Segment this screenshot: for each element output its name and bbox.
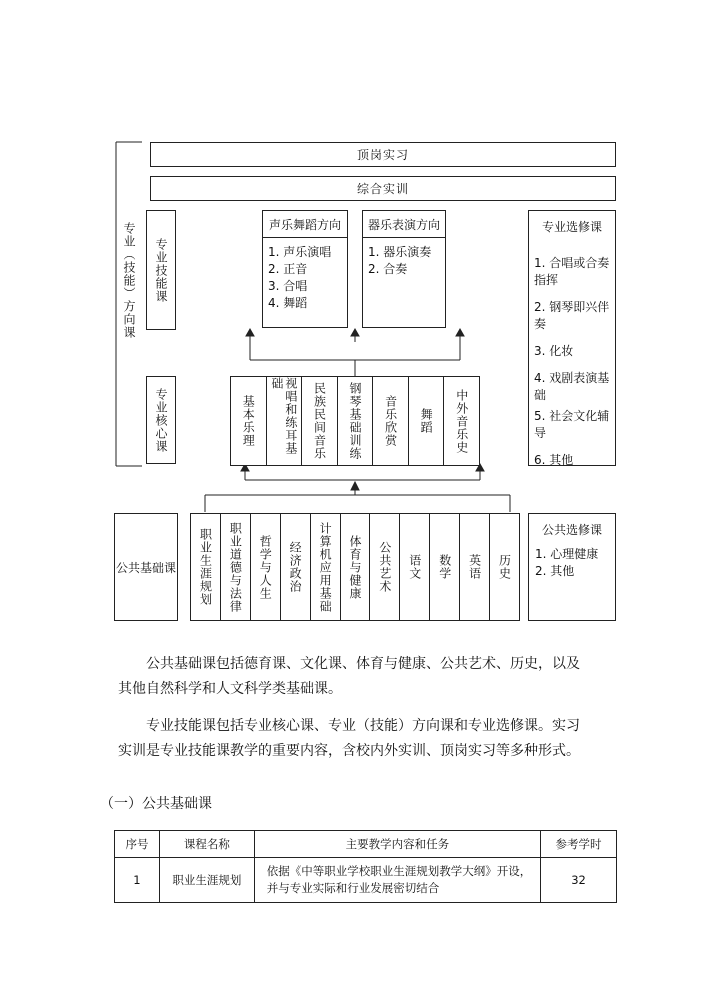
list-item: 1. 心理健康	[535, 547, 599, 561]
list-item: 2. 钢琴即兴伴奏	[534, 300, 610, 331]
core-course-cell: 钢琴基础训练	[348, 382, 363, 460]
header-content: 主要教学内容和任务	[254, 831, 540, 858]
vocal-dance-title: 声乐舞蹈方向	[263, 211, 347, 238]
list-item: 1. 合唱或合奏指挥	[534, 256, 610, 287]
instrumental-list	[363, 238, 445, 278]
major-electives-box	[528, 210, 616, 466]
public-course-cell: 体育与健康	[347, 534, 362, 600]
public-course-cell: 职业生涯规划	[198, 528, 213, 606]
course-table	[114, 830, 617, 903]
public-course-cell: 职业道德与法律	[228, 521, 243, 613]
public-course-cell: 公共艺术	[377, 541, 392, 593]
public-courses-row	[190, 513, 520, 621]
comprehensive-training-bar	[150, 176, 616, 201]
core-course-cell: 民族民间音乐	[312, 382, 327, 460]
core-course-cell: 中外音乐史	[454, 388, 469, 454]
list-item: 6. 其他	[534, 453, 574, 467]
core-course-label-box	[146, 376, 176, 464]
public-course-cell: 数学	[437, 554, 452, 580]
paragraph-public-basic: 公共基础课包括德育课、文化课、体育与健康、公共艺术、历史，以及其他自然科学和人文科学类基础课。	[118, 656, 580, 697]
instrumental-direction-box	[362, 210, 446, 328]
core-course-cell: 舞蹈	[419, 408, 434, 434]
public-course-cell: 经济政治	[288, 541, 303, 593]
header-hours: 参考学时	[541, 831, 617, 858]
core-course-label: 专业核心课	[154, 387, 168, 453]
list-item: 2. 其他	[535, 564, 575, 578]
core-courses-row	[230, 376, 480, 466]
public-electives-title: 公共选修课	[541, 522, 602, 537]
public-basic-label: 公共基础课	[115, 560, 176, 575]
table-header-row	[115, 831, 617, 858]
major-electives-list	[529, 241, 615, 469]
list-item: 5. 社会文化辅导	[534, 409, 610, 440]
cell-hours: 32	[541, 858, 617, 903]
major-direction-group-label: 专业（技能）方向课	[122, 222, 136, 339]
comprehensive-training-label: 综合实训	[356, 182, 409, 196]
public-electives-box	[528, 513, 616, 621]
skill-course-label: 专业技能课	[154, 237, 168, 303]
vocal-dance-list	[263, 238, 347, 312]
list-item: 1. 器乐演奏	[368, 245, 432, 259]
instrumental-title: 器乐表演方向	[363, 211, 445, 238]
section-heading: （一）公共基础课	[100, 796, 212, 812]
public-course-cell: 计算机应用基础	[318, 521, 333, 613]
skill-course-label-box	[146, 210, 176, 330]
header-no: 序号	[115, 831, 160, 858]
list-item: 2. 正音	[268, 262, 308, 276]
internship-label: 顶岗实习	[356, 148, 409, 162]
cell-course-name: 职业生涯规划	[159, 858, 254, 903]
public-electives-list	[529, 544, 615, 580]
public-course-cell: 语文	[407, 554, 422, 580]
public-course-cell: 哲学与人生	[258, 534, 273, 600]
core-course-cell: 基本乐理	[241, 395, 256, 447]
public-course-cell: 历史	[497, 554, 512, 580]
public-course-cell: 英语	[467, 554, 482, 580]
table-row	[115, 858, 617, 903]
list-item: 4. 戏剧表演基础	[534, 371, 610, 402]
vocal-dance-direction-box	[262, 210, 348, 328]
paragraph-skill-courses: 专业技能课包括专业核心课、专业（技能）方向课和专业选修课。实习实训是专业技能课教学的重要内容，含校内外实训、顶岗实习等多种形式。	[118, 718, 580, 759]
cell-content: 依据《中等职业学校职业生涯规划教学大纲》开设，并与专业实际和行业发展密切结合	[254, 858, 540, 903]
major-electives-title: 专业选修课	[541, 219, 602, 234]
list-item: 2. 合奏	[368, 262, 408, 276]
header-course-name: 课程名称	[159, 831, 254, 858]
cell-no: 1	[115, 858, 160, 903]
core-course-cell: 音乐欣赏	[383, 395, 398, 447]
list-item: 1. 声乐演唱	[268, 245, 332, 259]
internship-bar	[150, 142, 616, 167]
list-item: 4. 舞蹈	[268, 296, 308, 310]
core-course-cell: 视唱和练耳基础	[269, 377, 298, 455]
public-basic-label-box	[114, 513, 178, 621]
list-item: 3. 合唱	[268, 279, 308, 293]
list-item: 3. 化妆	[534, 344, 574, 358]
